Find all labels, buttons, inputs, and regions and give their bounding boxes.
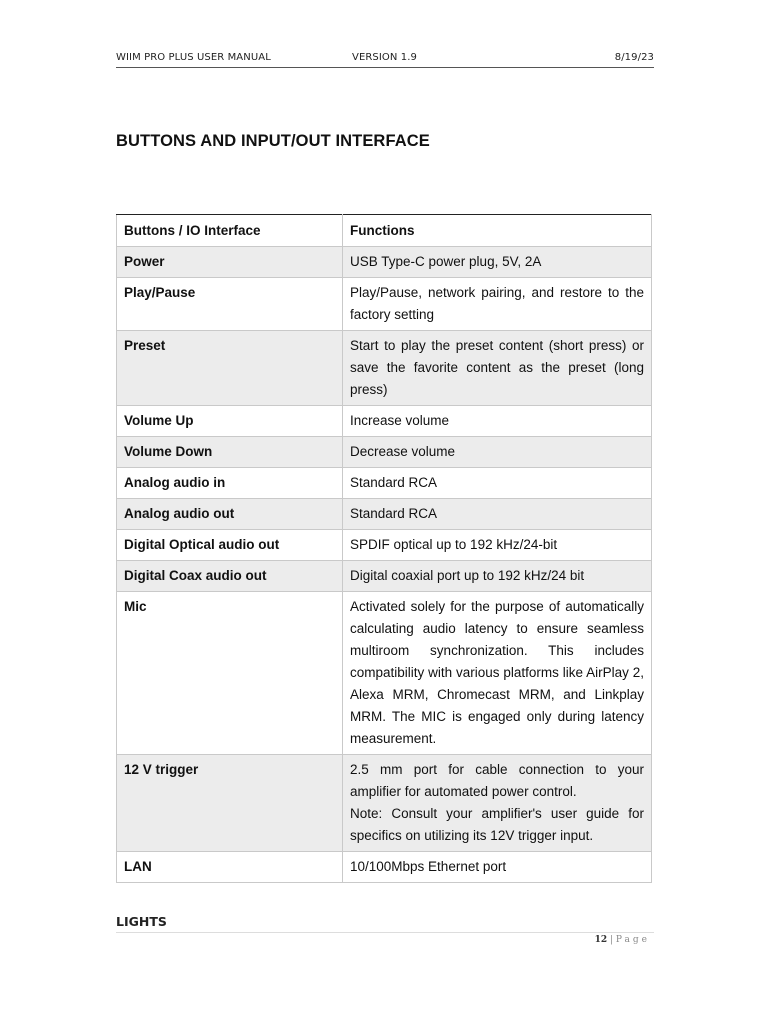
table-row bbox=[117, 852, 652, 883]
interface-name: Analog audio in bbox=[117, 468, 343, 499]
column-header: Buttons / IO Interface bbox=[117, 215, 343, 247]
table-row bbox=[117, 247, 652, 278]
section-title: BUTTONS AND INPUT/OUT INTERFACE bbox=[116, 132, 430, 150]
interface-function: Standard RCA bbox=[343, 499, 652, 530]
interface-name: Power bbox=[117, 247, 343, 278]
table-row bbox=[117, 437, 652, 468]
table-row bbox=[117, 561, 652, 592]
interface-function: SPDIF optical up to 192 kHz/24-bit bbox=[343, 530, 652, 561]
interface-function: USB Type-C power plug, 5V, 2A bbox=[343, 247, 652, 278]
function-text: 2.5 mm port for cable connection to your amplifier for automated power control. bbox=[350, 762, 644, 799]
interface-name: Volume Down bbox=[117, 437, 343, 468]
io-interface-table bbox=[116, 214, 652, 883]
running-header bbox=[116, 51, 654, 68]
interface-function: Standard RCA bbox=[343, 468, 652, 499]
function-note: Note: Consult your amplifier's user guide for specifics on utilizing its 12V trigger input. bbox=[350, 806, 644, 843]
interface-name: Digital Coax audio out bbox=[117, 561, 343, 592]
page-number: 12 bbox=[594, 935, 608, 945]
interface-name: LAN bbox=[117, 852, 343, 883]
interface-name: Digital Optical audio out bbox=[117, 530, 343, 561]
interface-name: 12 V trigger bbox=[117, 755, 343, 852]
table-row bbox=[117, 499, 652, 530]
interface-function bbox=[343, 755, 652, 852]
interface-function: 10/100Mbps Ethernet port bbox=[343, 852, 652, 883]
interface-function: Digital coaxial port up to 192 kHz/24 bit bbox=[343, 561, 652, 592]
interface-function: Increase volume bbox=[343, 406, 652, 437]
interface-name: Volume Up bbox=[117, 406, 343, 437]
interface-name: Mic bbox=[117, 592, 343, 755]
footer-separator: | bbox=[609, 935, 614, 945]
footer-divider bbox=[116, 932, 654, 933]
interface-name: Analog audio out bbox=[117, 499, 343, 530]
interface-name: Play/Pause bbox=[117, 278, 343, 331]
page-label: Page bbox=[615, 935, 650, 945]
interface-function: Start to play the preset content (short press) or save the favorite content as the preset (long press) bbox=[343, 331, 652, 406]
manual-title: WIIM PRO PLUS USER MANUAL bbox=[116, 52, 271, 63]
next-section-title: LIGHTS bbox=[116, 914, 167, 929]
interface-function: Play/Pause, network pairing, and restore to the factory setting bbox=[343, 278, 652, 331]
manual-date: 8/19/23 bbox=[614, 52, 654, 63]
interface-name: Preset bbox=[117, 331, 343, 406]
interface-function: Decrease volume bbox=[343, 437, 652, 468]
table-row bbox=[117, 592, 652, 755]
table-row bbox=[117, 530, 652, 561]
page-footer bbox=[595, 935, 650, 945]
table-row bbox=[117, 406, 652, 437]
table-row bbox=[117, 468, 652, 499]
table-row bbox=[117, 278, 652, 331]
table-header-row bbox=[117, 215, 652, 247]
table-row bbox=[117, 331, 652, 406]
interface-function: Activated solely for the purpose of automatically calculating audio latency to ensure seamless multiroom synchronization. This includes compatibility with various platforms like AirPlay 2, Alexa MRM, Chromecast MRM, and Linkplay MRM. The MIC is engaged only during latency measurement. bbox=[343, 592, 652, 755]
table-row bbox=[117, 755, 652, 852]
column-header: Functions bbox=[343, 215, 652, 247]
manual-version: VERSION 1.9 bbox=[352, 52, 417, 63]
